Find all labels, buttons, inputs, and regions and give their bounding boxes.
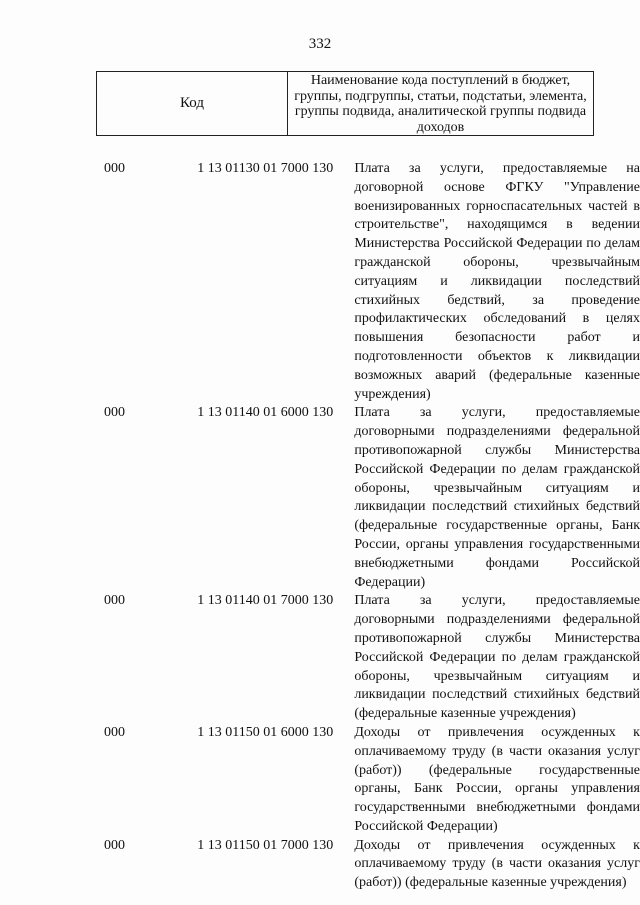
table-row — [0, 724, 640, 837]
table-row — [0, 160, 640, 404]
income-name: Доходы от привлечения осужденных к оплачиваемому труду (в части оказания услуг (работ)) (федеральные казенные учреждения) — [354, 837, 640, 891]
table-row — [0, 592, 640, 724]
table-header — [96, 71, 594, 136]
income-name: Доходы от привлечения осужденных к оплачиваемому труду (в части оказания услуг (работ)) (федеральные государственные органы, Банк России, органы управления государственными внебюджетными фондами Российской Федерации) — [354, 724, 640, 834]
entries-list — [0, 160, 640, 893]
income-code: 1 13 01140 01 6000 130 — [197, 405, 334, 421]
table-row — [0, 404, 640, 592]
income-name: Плата за услуги, предоставляемые на договорной основе ФГКУ "Управление военизированных горноспасательных частей в строительстве", находящимся в ведении Министерства Российской Федерации по делам гражданской обороны, чрезвычайным ситуациям и ликвидации последствий стихийных бедствий, за проведение профилактических обследований в целях повышения безопасности работ и подготовленности объектов к ликвидации возможных аварий (федеральные казенные учреждения) — [354, 161, 640, 402]
page-number: 332 — [308, 36, 332, 52]
column-header-name: Наименование кода поступлений в бюджет, группы, подгруппы, статьи, подстатьи, элемента, группы подвида, аналитической группы подвида доходов — [294, 73, 587, 135]
column-header-code: Код — [97, 72, 288, 135]
admin-code: 000 — [104, 837, 125, 853]
income-code: 1 13 01130 01 7000 130 — [197, 161, 334, 176]
admin-code: 000 — [104, 724, 125, 740]
income-code: 1 13 01150 01 6000 130 — [197, 724, 334, 740]
table-row — [0, 837, 640, 893]
income-code: 1 13 01140 01 7000 130 — [197, 593, 334, 609]
income-code: 1 13 01150 01 7000 130 — [197, 837, 334, 853]
admin-code: 000 — [104, 405, 125, 421]
admin-code: 000 — [104, 161, 125, 176]
income-name: Плата за услуги, предоставляемые договорными подразделениями федеральной противопожарной службы Министерства Российской Федерации по делам гражданской обороны, чрезвычайным ситуациям и ликвидации последствий стихийных бедствий (федеральные государственные органы, Банк России, органы управления государственными внебюджетными фондами Российской Федерации) — [354, 405, 640, 590]
income-name: Плата за услуги, предоставляемые договорными подразделениями федеральной противопожарной службы Министерства Российской Федерации по делам гражданской обороны, чрезвычайным ситуациям и ликвидации последствий стихийных бедствий (федеральные казенные учреждения) — [354, 593, 640, 722]
admin-code: 000 — [104, 593, 125, 609]
